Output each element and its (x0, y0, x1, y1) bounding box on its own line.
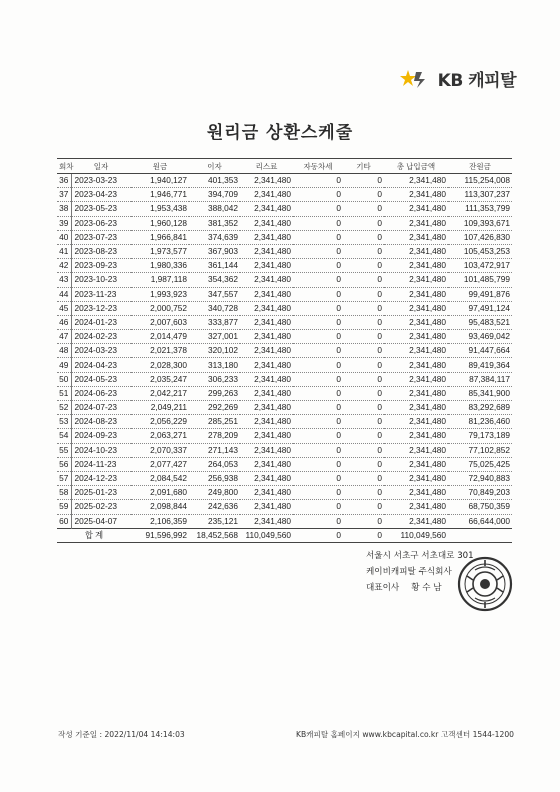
table-cell: 235,121 (189, 514, 240, 528)
table-cell: 2,014,479 (131, 330, 189, 344)
table-cell: 2,091,680 (131, 486, 189, 500)
table-cell: 2,341,480 (240, 301, 293, 315)
table-row (57, 259, 512, 273)
table-cell: 2,341,480 (384, 401, 448, 415)
table-cell: 55 (57, 443, 71, 457)
table-cell: 0 (343, 273, 384, 287)
total-label: 합 계 (57, 528, 131, 542)
table-cell: 2,341,480 (240, 429, 293, 443)
table-cell: 0 (343, 457, 384, 471)
contact-info: KB캐피탈 홈페이지 www.kbcapital.co.kr 고객센터 1544-1200 (295, 730, 514, 739)
company-seal-icon (457, 556, 513, 612)
table-cell: 0 (343, 287, 384, 301)
table-cell: 95,483,521 (448, 315, 512, 329)
table-cell: 42 (57, 259, 71, 273)
table-row (57, 273, 512, 287)
table-cell: 2,056,229 (131, 415, 189, 429)
table-cell: 44 (57, 287, 71, 301)
table-cell: 0 (343, 514, 384, 528)
table-row (57, 415, 512, 429)
table-cell: 0 (343, 216, 384, 230)
table-cell: 2,341,480 (240, 358, 293, 372)
table-cell: 2,063,271 (131, 429, 189, 443)
table-cell: 2023-06-23 (71, 216, 131, 230)
table-cell: 0 (293, 358, 343, 372)
table-cell: 2,341,480 (240, 330, 293, 344)
table-cell: 2024-03-23 (71, 344, 131, 358)
table-cell: 0 (343, 188, 384, 202)
table-cell: 2025-01-23 (71, 486, 131, 500)
table-cell: 0 (343, 429, 384, 443)
table-cell: 2,341,480 (240, 386, 293, 400)
total-row (57, 528, 512, 542)
table-cell: 285,251 (189, 415, 240, 429)
total-cell (448, 528, 512, 542)
table-cell: 72,940,883 (448, 471, 512, 485)
table-cell: 40 (57, 230, 71, 244)
table-cell: 2,341,480 (240, 471, 293, 485)
total-cell: 0 (293, 528, 343, 542)
table-cell: 2024-02-23 (71, 330, 131, 344)
table-cell: 77,102,852 (448, 443, 512, 457)
table-row (57, 486, 512, 500)
column-header: 자동차세 (293, 159, 343, 174)
table-cell: 2,341,480 (384, 259, 448, 273)
table-cell: 0 (293, 471, 343, 485)
company-name: 케이비캐피탈 주식회사 (366, 567, 452, 577)
table-cell: 0 (293, 301, 343, 315)
table-row (57, 500, 512, 514)
table-cell: 60 (57, 514, 71, 528)
table-cell: 0 (343, 344, 384, 358)
table-cell: 2,341,480 (240, 486, 293, 500)
table-cell: 292,269 (189, 401, 240, 415)
table-cell: 54 (57, 429, 71, 443)
table-cell: 0 (343, 500, 384, 514)
table-cell: 2,341,480 (384, 273, 448, 287)
table-cell: 1,980,336 (131, 259, 189, 273)
table-cell: 333,877 (189, 315, 240, 329)
ceo-name: 황 수 남 (411, 583, 442, 593)
table-cell: 0 (293, 372, 343, 386)
table-cell: 367,903 (189, 244, 240, 258)
table-cell: 388,042 (189, 202, 240, 216)
table-cell: 2,341,480 (384, 301, 448, 315)
table-cell: 2,341,480 (240, 315, 293, 329)
table-cell: 2,035,247 (131, 372, 189, 386)
table-cell: 2,341,480 (384, 486, 448, 500)
table-cell: 2,341,480 (240, 287, 293, 301)
table-cell: 51 (57, 386, 71, 400)
column-header: 일자 (71, 159, 131, 174)
column-header: 회차 (57, 159, 71, 174)
table-cell: 2,341,480 (384, 386, 448, 400)
table-row (57, 188, 512, 202)
table-cell: 2023-11-23 (71, 287, 131, 301)
table-cell: 2,341,480 (240, 372, 293, 386)
table-row (57, 315, 512, 329)
table-cell: 0 (293, 386, 343, 400)
table-cell: 2,106,359 (131, 514, 189, 528)
table-row (57, 457, 512, 471)
table-cell: 2,341,480 (384, 358, 448, 372)
table-cell: 97,491,124 (448, 301, 512, 315)
table-cell: 0 (293, 202, 343, 216)
table-cell: 0 (343, 443, 384, 457)
table-row (57, 174, 512, 188)
table-cell: 0 (293, 174, 343, 188)
repayment-schedule-table (57, 158, 512, 543)
table-cell: 107,426,830 (448, 230, 512, 244)
company-address: 서울시 서초구 서초대로 301 (366, 551, 474, 561)
table-cell: 354,362 (189, 273, 240, 287)
table-cell: 2,341,480 (240, 273, 293, 287)
table-cell: 0 (343, 259, 384, 273)
table-cell: 1,993,923 (131, 287, 189, 301)
table-cell: 327,001 (189, 330, 240, 344)
table-cell: 2,084,542 (131, 471, 189, 485)
table-cell: 2,341,480 (240, 202, 293, 216)
table-cell: 271,143 (189, 443, 240, 457)
table-cell: 43 (57, 273, 71, 287)
table-cell: 0 (293, 500, 343, 514)
table-cell: 2,341,480 (384, 174, 448, 188)
table-cell: 37 (57, 188, 71, 202)
table-cell: 2,341,480 (384, 457, 448, 471)
table-cell: 101,485,799 (448, 273, 512, 287)
table-cell: 1,973,577 (131, 244, 189, 258)
table-cell: 0 (293, 443, 343, 457)
table-cell: 56 (57, 457, 71, 471)
table-cell: 99,491,876 (448, 287, 512, 301)
table-cell: 0 (293, 486, 343, 500)
table-cell: 313,180 (189, 358, 240, 372)
table-cell: 0 (343, 202, 384, 216)
table-cell: 0 (343, 415, 384, 429)
table-cell: 1,960,128 (131, 216, 189, 230)
table-cell: 2,007,603 (131, 315, 189, 329)
table-cell: 41 (57, 244, 71, 258)
table-cell: 2023-05-23 (71, 202, 131, 216)
table-cell: 1,953,438 (131, 202, 189, 216)
table-cell: 49 (57, 358, 71, 372)
table-cell: 79,173,189 (448, 429, 512, 443)
table-cell: 47 (57, 330, 71, 344)
table-cell: 347,557 (189, 287, 240, 301)
table-cell: 0 (293, 315, 343, 329)
table-cell: 36 (57, 174, 71, 188)
table-cell: 2023-03-23 (71, 174, 131, 188)
table-cell: 75,025,425 (448, 457, 512, 471)
table-cell: 2025-04-07 (71, 514, 131, 528)
table-cell: 0 (293, 216, 343, 230)
table-cell: 2,341,480 (240, 216, 293, 230)
table-cell: 0 (293, 244, 343, 258)
table-cell: 2024-04-23 (71, 358, 131, 372)
table-cell: 2024-08-23 (71, 415, 131, 429)
table-cell: 105,453,253 (448, 244, 512, 258)
table-cell: 1,940,127 (131, 174, 189, 188)
table-cell: 2,341,480 (240, 230, 293, 244)
table-cell: 0 (293, 429, 343, 443)
table-row (57, 230, 512, 244)
table-cell: 2,341,480 (384, 344, 448, 358)
created-date: 작성 기준일 : 2022/11/04 14:14:03 (58, 730, 185, 739)
column-header: 기타 (343, 159, 384, 174)
table-cell: 2,341,480 (384, 330, 448, 344)
table-row (57, 443, 512, 457)
table-cell: 2025-02-23 (71, 500, 131, 514)
table-cell: 2,341,480 (384, 500, 448, 514)
table-cell: 53 (57, 415, 71, 429)
table-cell: 401,353 (189, 174, 240, 188)
table-cell: 2,341,480 (240, 244, 293, 258)
table-cell: 52 (57, 401, 71, 415)
table-cell: 2023-07-23 (71, 230, 131, 244)
table-cell: 320,102 (189, 344, 240, 358)
table-row (57, 202, 512, 216)
table-cell: 83,292,689 (448, 401, 512, 415)
table-cell: 2,077,427 (131, 457, 189, 471)
table-cell: 0 (343, 244, 384, 258)
table-cell: 57 (57, 471, 71, 485)
table-cell: 2,341,480 (240, 415, 293, 429)
table-cell: 2,341,480 (240, 401, 293, 415)
table-cell: 91,447,664 (448, 344, 512, 358)
table-cell: 0 (343, 174, 384, 188)
table-cell: 2,028,300 (131, 358, 189, 372)
table-cell: 2024-05-23 (71, 372, 131, 386)
table-row (57, 344, 512, 358)
total-cell: 0 (343, 528, 384, 542)
table-cell: 66,644,000 (448, 514, 512, 528)
kb-star-icon (400, 68, 434, 90)
table-cell: 109,393,671 (448, 216, 512, 230)
table-cell: 242,636 (189, 500, 240, 514)
table-cell: 381,352 (189, 216, 240, 230)
logo-text: KB 캐피탈 (437, 71, 516, 91)
table-row (57, 372, 512, 386)
column-header: 잔원금 (448, 159, 512, 174)
table-cell: 115,254,008 (448, 174, 512, 188)
kb-logo (400, 66, 516, 91)
table-cell: 2,341,480 (384, 514, 448, 528)
table-cell: 2024-09-23 (71, 429, 131, 443)
table-cell: 2024-01-23 (71, 315, 131, 329)
table-row (57, 471, 512, 485)
table-header-row (57, 159, 512, 174)
table-cell: 2,341,480 (384, 244, 448, 258)
table-cell: 2023-08-23 (71, 244, 131, 258)
table-cell: 2,070,337 (131, 443, 189, 457)
total-cell: 18,452,568 (189, 528, 240, 542)
table-cell: 0 (343, 372, 384, 386)
table-cell: 299,263 (189, 386, 240, 400)
table-cell: 2,341,480 (384, 443, 448, 457)
table-cell: 0 (293, 457, 343, 471)
table-cell: 59 (57, 500, 71, 514)
table-cell: 0 (343, 486, 384, 500)
table-cell: 249,800 (189, 486, 240, 500)
table-cell: 2,341,480 (240, 514, 293, 528)
table-cell: 278,209 (189, 429, 240, 443)
column-header: 총 납입금액 (384, 159, 448, 174)
table-cell: 2,341,480 (384, 202, 448, 216)
total-cell: 91,596,992 (131, 528, 189, 542)
table-cell: 2,341,480 (384, 415, 448, 429)
table-cell: 256,938 (189, 471, 240, 485)
table-row (57, 244, 512, 258)
table-row (57, 301, 512, 315)
table-cell: 2,098,844 (131, 500, 189, 514)
table-cell: 361,144 (189, 259, 240, 273)
table-row (57, 386, 512, 400)
table-cell: 0 (293, 330, 343, 344)
table-cell: 81,236,460 (448, 415, 512, 429)
table-cell: 2,341,480 (240, 344, 293, 358)
table-cell: 2023-12-23 (71, 301, 131, 315)
table-cell: 2023-10-23 (71, 273, 131, 287)
table-cell: 111,353,799 (448, 202, 512, 216)
table-cell: 0 (343, 358, 384, 372)
ceo-title: 대표이사 (366, 583, 400, 593)
table-cell: 0 (293, 344, 343, 358)
table-cell: 394,709 (189, 188, 240, 202)
table-row (57, 401, 512, 415)
table-cell: 103,472,917 (448, 259, 512, 273)
table-cell: 2,049,211 (131, 401, 189, 415)
table-cell: 2,341,480 (240, 174, 293, 188)
table-cell: 0 (293, 415, 343, 429)
table-cell: 93,469,042 (448, 330, 512, 344)
column-header: 리스료 (240, 159, 293, 174)
table-cell: 2023-04-23 (71, 188, 131, 202)
table-cell: 2,341,480 (384, 372, 448, 386)
column-header: 이자 (189, 159, 240, 174)
table-cell: 0 (293, 188, 343, 202)
table-cell: 0 (343, 301, 384, 315)
table-cell: 0 (293, 230, 343, 244)
table-cell: 46 (57, 315, 71, 329)
table-cell: 2,021,378 (131, 344, 189, 358)
table-cell: 0 (343, 386, 384, 400)
table-cell: 113,307,237 (448, 188, 512, 202)
table-cell: 68,750,359 (448, 500, 512, 514)
table-cell: 45 (57, 301, 71, 315)
table-cell: 0 (293, 401, 343, 415)
table-row (57, 429, 512, 443)
table-cell: 2,000,752 (131, 301, 189, 315)
table-cell: 85,341,900 (448, 386, 512, 400)
table-cell: 39 (57, 216, 71, 230)
table-cell: 2,341,480 (384, 429, 448, 443)
table-cell: 374,639 (189, 230, 240, 244)
table-cell: 2023-09-23 (71, 259, 131, 273)
table-cell: 1,966,841 (131, 230, 189, 244)
table-cell: 50 (57, 372, 71, 386)
table-cell: 2024-12-23 (71, 471, 131, 485)
table-cell: 0 (293, 259, 343, 273)
table-cell: 0 (293, 273, 343, 287)
table-row (57, 514, 512, 528)
table-cell: 70,849,203 (448, 486, 512, 500)
table-cell: 2,042,217 (131, 386, 189, 400)
column-header: 원금 (131, 159, 189, 174)
table-cell: 0 (343, 230, 384, 244)
table-cell: 87,384,117 (448, 372, 512, 386)
table-cell: 2,341,480 (240, 259, 293, 273)
table-cell: 2,341,480 (384, 188, 448, 202)
table-cell: 2024-07-23 (71, 401, 131, 415)
table-cell: 306,233 (189, 372, 240, 386)
table-cell: 2,341,480 (240, 500, 293, 514)
table-cell: 2,341,480 (240, 188, 293, 202)
table-cell: 1,987,118 (131, 273, 189, 287)
table-cell: 2,341,480 (384, 471, 448, 485)
table-cell: 2,341,480 (384, 216, 448, 230)
table-row (57, 216, 512, 230)
table-cell: 1,946,771 (131, 188, 189, 202)
table-cell: 58 (57, 486, 71, 500)
table-cell: 0 (343, 471, 384, 485)
table-cell: 48 (57, 344, 71, 358)
table-cell: 0 (293, 514, 343, 528)
table-cell: 38 (57, 202, 71, 216)
table-cell: 2,341,480 (240, 457, 293, 471)
table-cell: 89,419,364 (448, 358, 512, 372)
table-cell: 2024-11-23 (71, 457, 131, 471)
table-cell: 0 (343, 401, 384, 415)
table-cell: 264,053 (189, 457, 240, 471)
total-cell: 110,049,560 (384, 528, 448, 542)
table-cell: 2,341,480 (384, 230, 448, 244)
table-cell: 2,341,480 (384, 287, 448, 301)
table-cell: 2024-06-23 (71, 386, 131, 400)
table-cell: 340,728 (189, 301, 240, 315)
table-cell: 0 (293, 287, 343, 301)
table-cell: 2024-10-23 (71, 443, 131, 457)
table-row (57, 287, 512, 301)
total-cell: 110,049,560 (240, 528, 293, 542)
table-cell: 2,341,480 (384, 315, 448, 329)
table-cell: 0 (343, 315, 384, 329)
page-title: 원리금 상환스케줄 (206, 123, 354, 143)
table-row (57, 358, 512, 372)
table-cell: 0 (343, 330, 384, 344)
table-row (57, 330, 512, 344)
table-cell: 2,341,480 (240, 443, 293, 457)
